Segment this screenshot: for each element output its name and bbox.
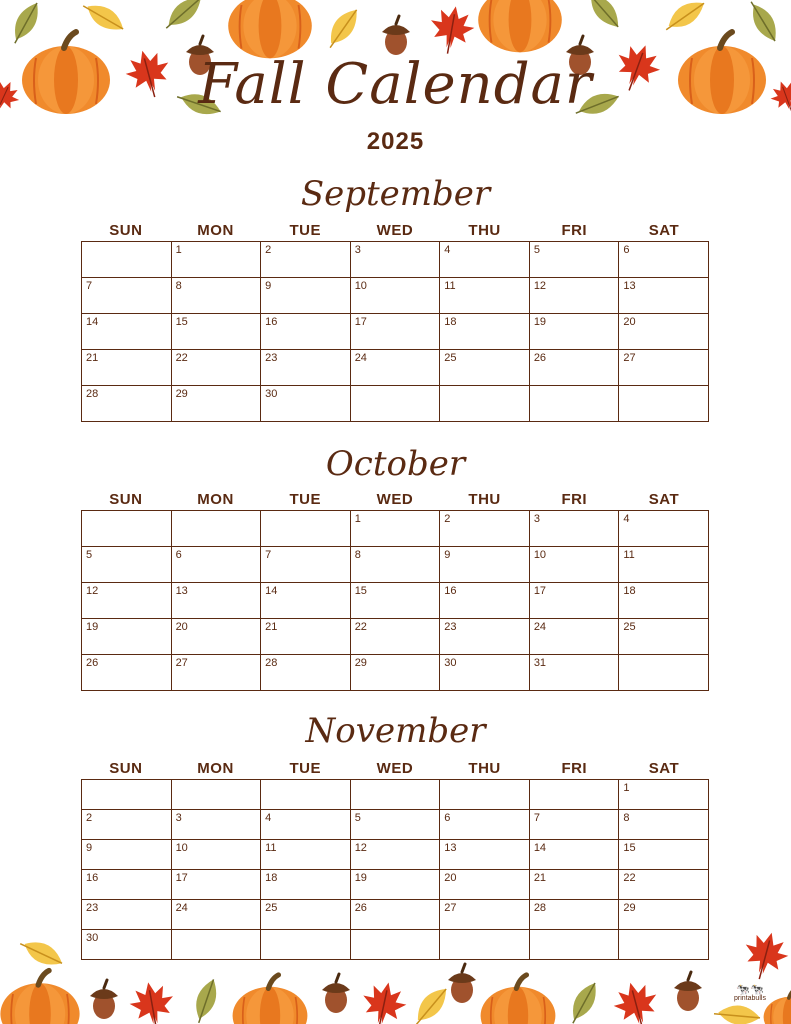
calendar-day-cell: 11 (440, 278, 530, 314)
calendar-week-row (82, 619, 709, 655)
calendar-day-cell (171, 780, 261, 810)
calendar-day-cell: 13 (171, 583, 261, 619)
calendar-day-cell: 30 (82, 930, 172, 960)
calendar-day-cell (350, 386, 440, 422)
calendar-day-cell: 28 (529, 900, 619, 930)
calendar-day-cell: 12 (82, 583, 172, 619)
calendar-day-cell: 5 (529, 242, 619, 278)
calendar-day-cell: 5 (350, 810, 440, 840)
calendar-day-cell: 30 (261, 386, 351, 422)
calendar-week-row (82, 810, 709, 840)
calendar-week-row (82, 840, 709, 870)
calendar-day-cell (82, 511, 172, 547)
calendar-day-cell: 29 (619, 900, 709, 930)
calendar-week-row (82, 780, 709, 810)
calendar-week-row (82, 386, 709, 422)
calendar-day-cell: 25 (440, 350, 530, 386)
calendar-day-cell (82, 780, 172, 810)
calendar-day-cell: 18 (440, 314, 530, 350)
calendar-day-cell (82, 242, 172, 278)
weekday-label: FRI (561, 222, 588, 239)
calendar-day-cell: 22 (171, 350, 261, 386)
weekday-header (81, 760, 709, 777)
calendar-day-cell: 24 (171, 900, 261, 930)
calendar-day-cell: 30 (440, 655, 530, 691)
weekday-label: SAT (648, 222, 680, 239)
yellow-leaf-icon (408, 983, 454, 1024)
calendar-day-cell: 7 (82, 278, 172, 314)
maple-leaf-icon (609, 977, 664, 1024)
calendar-week-row (82, 242, 709, 278)
calendar-day-cell: 8 (619, 810, 709, 840)
month-title-september: September (300, 174, 491, 214)
calendar-day-cell (440, 386, 530, 422)
calendar-day-cell: 6 (619, 242, 709, 278)
calendar-day-cell: 16 (82, 870, 172, 900)
calendar-day-cell: 15 (619, 840, 709, 870)
yellow-leaf-icon (79, 0, 128, 38)
calendar-week-row (82, 583, 709, 619)
calendar-day-cell (171, 511, 261, 547)
pumpkin-icon (233, 975, 308, 1024)
calendar-day-cell: 23 (261, 350, 351, 386)
yellow-leaf-icon (660, 0, 709, 35)
page-year: 2025 (366, 128, 425, 155)
calendar-day-cell: 3 (350, 242, 440, 278)
calendar-day-cell: 25 (261, 900, 351, 930)
weekday-header (81, 491, 709, 508)
month-title-october: October (325, 444, 466, 484)
calendar-day-cell: 9 (440, 547, 530, 583)
calendar-day-cell (261, 511, 351, 547)
calendar-day-cell: 26 (82, 655, 172, 691)
calendar-week-row (82, 511, 709, 547)
calendar-day-cell: 10 (171, 840, 261, 870)
olive-leaf-icon (160, 0, 207, 34)
calendar-day-cell (529, 386, 619, 422)
calendar-day-cell: 27 (171, 655, 261, 691)
calendar-day-cell: 27 (440, 900, 530, 930)
calendar-grid-october (81, 510, 709, 691)
acorn-icon (674, 972, 702, 1011)
olive-leaf-icon (582, 0, 625, 33)
brand-logo: 🐄🐄 printabulls (734, 984, 766, 1002)
maple-leaf-icon (357, 978, 410, 1024)
bottom-decoration-border (0, 924, 791, 1024)
calendar-day-cell: 11 (261, 840, 351, 870)
calendar-day-cell: 28 (82, 386, 172, 422)
calendar-day-cell: 13 (619, 278, 709, 314)
calendar-week-row (82, 350, 709, 386)
yellow-leaf-icon (17, 933, 66, 973)
calendar-day-cell: 8 (171, 278, 261, 314)
calendar-day-cell: 26 (529, 350, 619, 386)
calendar-day-cell: 28 (261, 655, 351, 691)
calendar-day-cell: 1 (350, 511, 440, 547)
calendar-day-cell: 25 (619, 619, 709, 655)
maple-leaf-icon (127, 979, 179, 1024)
page-title: Fall Calendar (198, 52, 593, 117)
calendar-day-cell: 7 (261, 547, 351, 583)
calendar-day-cell: 1 (619, 780, 709, 810)
calendar-day-cell: 15 (350, 583, 440, 619)
calendar-day-cell: 1 (171, 242, 261, 278)
maple-leaf-icon (738, 927, 791, 985)
weekday-label: MON (197, 491, 234, 508)
weekday-label: SUN (109, 491, 143, 508)
weekday-label: SUN (109, 760, 143, 777)
calendar-day-cell: 24 (529, 619, 619, 655)
weekday-label: WED (376, 222, 414, 239)
calendar-day-cell: 17 (529, 583, 619, 619)
weekday-label: WED (376, 491, 414, 508)
calendar-day-cell: 20 (619, 314, 709, 350)
olive-leaf-icon (6, 0, 45, 47)
calendar-day-cell: 6 (440, 810, 530, 840)
pumpkin-icon (478, 0, 562, 52)
olive-leaf-icon (744, 0, 783, 46)
calendar-day-cell: 4 (261, 810, 351, 840)
pumpkin-icon (0, 971, 79, 1024)
calendar-day-cell (261, 780, 351, 810)
calendar-day-cell: 14 (82, 314, 172, 350)
calendar-day-cell: 10 (529, 547, 619, 583)
calendar-day-cell: 2 (261, 242, 351, 278)
weekday-label: MON (197, 760, 234, 777)
calendar-day-cell: 20 (440, 870, 530, 900)
acorn-icon (90, 980, 118, 1019)
month-title-november: November (305, 711, 486, 751)
weekday-label: THU (468, 760, 501, 777)
calendar-day-cell: 22 (619, 870, 709, 900)
calendar-day-cell: 14 (261, 583, 351, 619)
brand-name: printabulls (734, 995, 766, 1002)
calendar-day-cell: 16 (261, 314, 351, 350)
calendar-day-cell: 19 (350, 870, 440, 900)
calendar-day-cell: 22 (350, 619, 440, 655)
weekday-label: TUE (289, 222, 321, 239)
weekday-label: WED (376, 760, 414, 777)
calendar-day-cell: 15 (171, 314, 261, 350)
calendar-day-cell (529, 780, 619, 810)
calendar-day-cell: 4 (619, 511, 709, 547)
calendar-day-cell: 31 (529, 655, 619, 691)
calendar-day-cell: 5 (82, 547, 172, 583)
calendar-week-row (82, 547, 709, 583)
calendar-day-cell (619, 655, 709, 691)
calendar-day-cell: 12 (350, 840, 440, 870)
calendar-day-cell: 27 (619, 350, 709, 386)
weekday-label: TUE (289, 491, 321, 508)
weekday-label: SAT (648, 491, 680, 508)
calendar-grid-september (81, 241, 709, 422)
acorn-icon (322, 974, 350, 1013)
calendar-day-cell: 10 (350, 278, 440, 314)
calendar-day-cell: 21 (529, 870, 619, 900)
calendar-day-cell: 3 (529, 511, 619, 547)
weekday-label: TUE (289, 760, 321, 777)
calendar-day-cell (440, 780, 530, 810)
calendar-day-cell: 3 (171, 810, 261, 840)
calendar-day-cell: 21 (82, 350, 172, 386)
calendar-day-cell: 17 (171, 870, 261, 900)
calendar-day-cell: 16 (440, 583, 530, 619)
calendar-day-cell (350, 780, 440, 810)
calendar-day-cell: 23 (440, 619, 530, 655)
weekday-label: THU (468, 491, 501, 508)
calendar-day-cell: 9 (82, 840, 172, 870)
calendar-day-cell: 2 (82, 810, 172, 840)
calendar-day-cell: 12 (529, 278, 619, 314)
olive-leaf-icon (564, 978, 603, 1024)
calendar-week-row (82, 314, 709, 350)
calendar-day-cell: 13 (440, 840, 530, 870)
calendar-day-cell: 29 (171, 386, 261, 422)
calendar-week-row (82, 870, 709, 900)
weekday-label: MON (197, 222, 234, 239)
acorn-icon (448, 964, 476, 1003)
calendar-day-cell: 23 (82, 900, 172, 930)
calendar-day-cell: 20 (171, 619, 261, 655)
calendar-day-cell (619, 386, 709, 422)
calendar-day-cell: 7 (529, 810, 619, 840)
calendar-day-cell: 9 (261, 278, 351, 314)
calendar-day-cell: 29 (350, 655, 440, 691)
calendar-day-cell: 21 (261, 619, 351, 655)
calendar-week-row (82, 278, 709, 314)
calendar-day-cell: 11 (619, 547, 709, 583)
olive-leaf-icon (189, 976, 222, 1024)
calendar-day-cell: 2 (440, 511, 530, 547)
calendar-day-cell: 18 (261, 870, 351, 900)
yellow-leaf-icon (321, 4, 365, 51)
weekday-label: FRI (561, 491, 588, 508)
calendar-day-cell: 14 (529, 840, 619, 870)
calendar-day-cell: 24 (350, 350, 440, 386)
calendar-day-cell: 17 (350, 314, 440, 350)
weekday-label: FRI (561, 760, 588, 777)
calendar-day-cell: 4 (440, 242, 530, 278)
calendar-day-cell: 26 (350, 900, 440, 930)
calendar-day-cell: 8 (350, 547, 440, 583)
calendar-day-cell: 19 (529, 314, 619, 350)
weekday-label: SUN (109, 222, 143, 239)
weekday-label: SAT (648, 760, 680, 777)
weekday-header (81, 222, 709, 239)
calendar-day-cell: 19 (82, 619, 172, 655)
yellow-leaf-icon (713, 1001, 762, 1024)
pumpkin-icon (481, 975, 556, 1024)
calendar-week-row (82, 655, 709, 691)
calendar-day-cell: 6 (171, 547, 261, 583)
weekday-label: THU (468, 222, 501, 239)
calendar-day-cell: 18 (619, 583, 709, 619)
